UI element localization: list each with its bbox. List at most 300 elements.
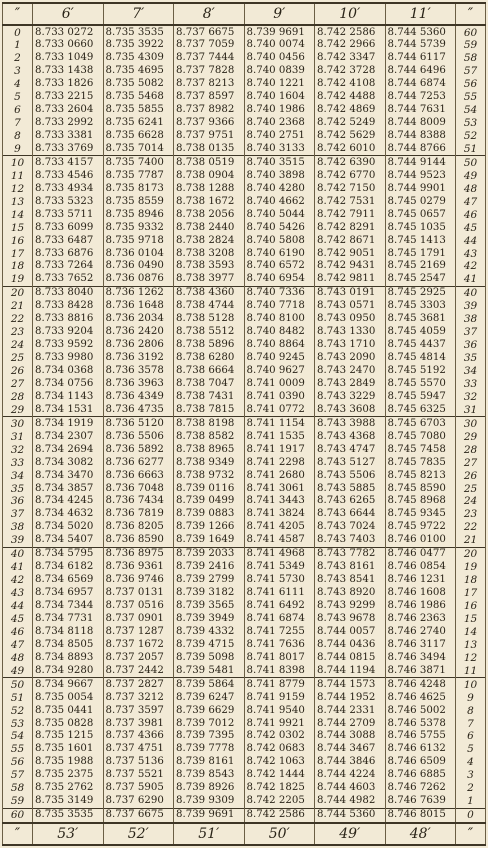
row-seconds-left: 52 <box>3 704 33 717</box>
row-seconds-left: 13 <box>3 195 33 208</box>
table-row <box>3 743 486 756</box>
footer-minute-50: 50′ <box>244 823 315 845</box>
log-value-cell: 8.743 4368 <box>315 430 386 443</box>
log-value-cell: 8.743 2090 <box>315 352 386 365</box>
log-value-cell: 8.737 4366 <box>103 730 174 743</box>
row-seconds-left: 2 <box>3 52 33 65</box>
log-value-cell: 8.745 7080 <box>385 430 456 443</box>
row-seconds-right: 31 <box>456 403 486 416</box>
log-value-cell: 8.746 0854 <box>385 561 456 574</box>
log-value-cell: 8.745 9345 <box>385 508 456 521</box>
row-seconds-right: 11 <box>456 664 486 677</box>
table-row <box>3 326 486 339</box>
log-value-cell: 8.736 0876 <box>103 273 174 286</box>
log-value-cell: 8.735 3149 <box>33 795 104 808</box>
log-value-cell: 8.745 2169 <box>385 260 456 273</box>
row-seconds-right: 41 <box>456 273 486 286</box>
log-value-cell: 8.744 1573 <box>315 678 386 691</box>
log-value-cell: 8.734 8505 <box>33 638 104 651</box>
header-minute-11: 11′ <box>385 3 456 25</box>
row-seconds-right: 48 <box>456 182 486 195</box>
table-row <box>3 65 486 78</box>
row-seconds-left: 47 <box>3 638 33 651</box>
table-row <box>3 508 486 521</box>
log-value-cell: 8.736 2034 <box>103 313 174 326</box>
log-value-cell: 8.738 5896 <box>174 339 245 352</box>
log-value-cell: 8.741 8017 <box>244 651 315 664</box>
table-row <box>3 169 486 182</box>
table-row <box>3 195 486 208</box>
table-row <box>3 390 486 403</box>
log-value-cell: 8.746 1231 <box>385 574 456 587</box>
log-value-cell: 8.745 5570 <box>385 378 456 391</box>
log-value-cell: 8.739 5864 <box>174 678 245 691</box>
log-value-cell: 8.742 8671 <box>315 234 386 247</box>
table-row <box>3 260 486 273</box>
row-seconds-right: 3 <box>456 769 486 782</box>
log-value-cell: 8.744 8388 <box>385 130 456 143</box>
log-value-cell: 8.739 8926 <box>174 782 245 795</box>
table-row <box>3 600 486 613</box>
log-value-cell: 8.744 9144 <box>385 156 456 169</box>
log-value-cell: 8.735 4695 <box>103 65 174 78</box>
log-value-cell: 8.733 8816 <box>33 313 104 326</box>
log-value-cell: 8.740 7336 <box>244 286 315 299</box>
row-seconds-right: 19 <box>456 561 486 574</box>
log-value-cell: 8.735 0441 <box>33 704 104 717</box>
log-value-cell: 8.735 6241 <box>103 117 174 130</box>
log-value-cell: 8.741 1917 <box>244 443 315 456</box>
row-seconds-right: 47 <box>456 195 486 208</box>
log-value-cell: 8.741 3824 <box>244 508 315 521</box>
log-value-cell: 8.745 8213 <box>385 469 456 482</box>
row-seconds-left: 11 <box>3 169 33 182</box>
log-value-cell: 8.746 4625 <box>385 691 456 704</box>
table-row <box>3 352 486 365</box>
table-row <box>3 143 486 156</box>
log-value-cell: 8.734 5795 <box>33 547 104 560</box>
log-value-cell: 8.744 4224 <box>315 769 386 782</box>
log-value-cell: 8.738 3593 <box>174 260 245 273</box>
table-row <box>3 417 486 430</box>
row-seconds-left: 43 <box>3 587 33 600</box>
log-value-cell: 8.734 7344 <box>33 600 104 613</box>
log-value-cell: 8.742 5629 <box>315 130 386 143</box>
log-value-cell: 8.733 7264 <box>33 260 104 273</box>
table-row <box>3 182 486 195</box>
log-value-cell: 8.740 3898 <box>244 169 315 182</box>
log-value-cell: 8.739 8161 <box>174 756 245 769</box>
log-value-cell: 8.743 5127 <box>315 456 386 469</box>
log-value-cell: 8.744 0815 <box>315 651 386 664</box>
row-seconds-right: 22 <box>456 521 486 534</box>
log-value-cell: 8.733 9980 <box>33 352 104 365</box>
log-value-cell: 8.737 0131 <box>103 587 174 600</box>
log-value-cell: 8.737 2057 <box>103 651 174 664</box>
log-value-cell: 8.740 0456 <box>244 52 315 65</box>
log-value-cell: 8.735 4309 <box>103 52 174 65</box>
log-value-cell: 8.746 6132 <box>385 743 456 756</box>
log-value-cell: 8.734 6182 <box>33 561 104 574</box>
row-seconds-right: 17 <box>456 587 486 600</box>
log-value-cell: 8.739 3565 <box>174 600 245 613</box>
table-row <box>3 25 486 39</box>
table-row <box>3 443 486 456</box>
row-seconds-right: 33 <box>456 378 486 391</box>
log-value-cell: 8.743 8920 <box>315 587 386 600</box>
log-value-cell: 8.740 2368 <box>244 117 315 130</box>
table-row <box>3 756 486 769</box>
log-value-cell: 8.741 9921 <box>244 717 315 730</box>
table-row <box>3 691 486 704</box>
log-value-cell: 8.746 5378 <box>385 717 456 730</box>
log-value-cell: 8.741 6492 <box>244 600 315 613</box>
table-row <box>3 247 486 260</box>
log-value-cell: 8.737 0901 <box>103 613 174 626</box>
log-value-cell: 8.736 4735 <box>103 403 174 416</box>
log-value-cell: 8.743 3229 <box>315 390 386 403</box>
log-value-cell: 8.734 0756 <box>33 378 104 391</box>
row-seconds-left: 54 <box>3 730 33 743</box>
log-value-cell: 8.745 8590 <box>385 482 456 495</box>
log-value-cell: 8.738 3208 <box>174 247 245 260</box>
log-value-cell: 8.736 6663 <box>103 469 174 482</box>
row-seconds-left: 50 <box>3 678 33 691</box>
row-seconds-left: 6 <box>3 104 33 117</box>
log-value-cell: 8.737 4751 <box>103 743 174 756</box>
row-seconds-left: 36 <box>3 495 33 508</box>
log-value-cell: 8.740 5044 <box>244 208 315 221</box>
log-value-cell: 8.741 5349 <box>244 561 315 574</box>
log-value-cell: 8.735 1988 <box>33 756 104 769</box>
log-value-cell: 8.745 9722 <box>385 521 456 534</box>
row-seconds-right: 53 <box>456 117 486 130</box>
log-value-cell: 8.737 1287 <box>103 625 174 638</box>
table-row <box>3 117 486 130</box>
log-value-cell: 8.746 6885 <box>385 769 456 782</box>
footer-seconds-left: ″ <box>3 823 33 845</box>
log-value-cell: 8.737 7828 <box>174 65 245 78</box>
row-seconds-right: 25 <box>456 482 486 495</box>
log-value-cell: 8.734 4245 <box>33 495 104 508</box>
log-value-cell: 8.741 7255 <box>244 625 315 638</box>
log-value-cell: 8.746 1608 <box>385 587 456 600</box>
table-row <box>3 678 486 691</box>
log-value-cell: 8.739 5481 <box>174 664 245 677</box>
log-value-cell: 8.742 1825 <box>244 782 315 795</box>
log-value-cell: 8.736 7048 <box>103 482 174 495</box>
log-value-cell: 8.745 7458 <box>385 443 456 456</box>
log-value-cell: 8.736 5506 <box>103 430 174 443</box>
log-value-cell: 8.738 1672 <box>174 195 245 208</box>
log-value-cell: 8.733 1826 <box>33 78 104 91</box>
log-value-cell: 8.735 1601 <box>33 743 104 756</box>
log-value-cell: 8.746 3117 <box>385 638 456 651</box>
table-row <box>3 234 486 247</box>
log-value-cell: 8.741 3061 <box>244 482 315 495</box>
row-seconds-right: 54 <box>456 104 486 117</box>
table-row <box>3 769 486 782</box>
log-value-cell: 8.735 3922 <box>103 39 174 52</box>
row-seconds-right: 55 <box>456 91 486 104</box>
log-value-cell: 8.734 3082 <box>33 456 104 469</box>
row-seconds-right: 45 <box>456 221 486 234</box>
log-value-cell: 8.745 0279 <box>385 195 456 208</box>
log-value-cell: 8.738 5512 <box>174 326 245 339</box>
row-seconds-right: 59 <box>456 39 486 52</box>
row-seconds-right: 8 <box>456 704 486 717</box>
log-value-cell: 8.733 3769 <box>33 143 104 156</box>
log-value-cell: 8.743 8541 <box>315 574 386 587</box>
row-seconds-left: 58 <box>3 782 33 795</box>
row-seconds-left: 16 <box>3 234 33 247</box>
log-value-cell: 8.746 2740 <box>385 625 456 638</box>
row-seconds-left: 0 <box>3 25 33 39</box>
log-value-cell: 8.738 1288 <box>174 182 245 195</box>
header-minute-8: 8′ <box>174 3 245 25</box>
log-value-cell: 8.743 0191 <box>315 286 386 299</box>
log-value-cell: 8.740 8482 <box>244 326 315 339</box>
log-value-cell: 8.734 1531 <box>33 403 104 416</box>
log-value-cell: 8.745 3681 <box>385 313 456 326</box>
row-seconds-left: 37 <box>3 508 33 521</box>
log-value-cell: 8.744 0057 <box>315 625 386 638</box>
log-value-cell: 8.734 1919 <box>33 417 104 430</box>
row-seconds-right: 39 <box>456 300 486 313</box>
table-row <box>3 456 486 469</box>
log-value-cell: 8.741 4587 <box>244 534 315 547</box>
log-value-cell: 8.737 8213 <box>174 78 245 91</box>
table-row <box>3 39 486 52</box>
row-seconds-right: 0 <box>456 808 486 823</box>
log-value-cell: 8.744 3467 <box>315 743 386 756</box>
log-value-cell: 8.735 3535 <box>33 808 104 823</box>
log-value-cell: 8.733 8040 <box>33 286 104 299</box>
table-row <box>3 273 486 286</box>
log-value-cell: 8.733 5323 <box>33 195 104 208</box>
row-seconds-left: 26 <box>3 365 33 378</box>
log-value-cell: 8.743 4747 <box>315 443 386 456</box>
log-value-cell: 8.740 5808 <box>244 234 315 247</box>
log-value-cell: 8.743 8161 <box>315 561 386 574</box>
log-value-cell: 8.744 1952 <box>315 691 386 704</box>
table-row <box>3 574 486 587</box>
log-value-cell: 8.739 4715 <box>174 638 245 651</box>
log-value-cell: 8.743 2849 <box>315 378 386 391</box>
log-value-cell: 8.743 9678 <box>315 613 386 626</box>
log-value-cell: 8.738 0519 <box>174 156 245 169</box>
log-value-cell: 8.736 9361 <box>103 561 174 574</box>
row-seconds-left: 15 <box>3 221 33 234</box>
log-value-cell: 8.739 8543 <box>174 769 245 782</box>
log-value-cell: 8.735 3535 <box>103 25 174 39</box>
log-value-cell: 8.736 1648 <box>103 300 174 313</box>
log-value-cell: 8.745 2547 <box>385 273 456 286</box>
row-seconds-right: 49 <box>456 169 486 182</box>
table-row <box>3 730 486 743</box>
log-value-cell: 8.743 6265 <box>315 495 386 508</box>
log-value-cell: 8.740 8100 <box>244 313 315 326</box>
row-seconds-left: 20 <box>3 286 33 299</box>
log-value-cell: 8.738 0135 <box>174 143 245 156</box>
log-value-cell: 8.744 2331 <box>315 704 386 717</box>
row-seconds-left: 32 <box>3 443 33 456</box>
footer-minute-48: 48′ <box>385 823 456 845</box>
row-seconds-right: 27 <box>456 456 486 469</box>
row-seconds-left: 22 <box>3 313 33 326</box>
row-seconds-left: 1 <box>3 39 33 52</box>
log-value-cell: 8.739 0883 <box>174 508 245 521</box>
log-value-cell: 8.737 3981 <box>103 717 174 730</box>
log-value-cell: 8.737 3212 <box>103 691 174 704</box>
log-value-cell: 8.735 9718 <box>103 234 174 247</box>
log-value-cell: 8.736 0104 <box>103 247 174 260</box>
row-seconds-left: 28 <box>3 390 33 403</box>
row-seconds-left: 7 <box>3 117 33 130</box>
table-row <box>3 300 486 313</box>
row-seconds-right: 57 <box>456 65 486 78</box>
log-value-cell: 8.735 6628 <box>103 130 174 143</box>
log-value-cell: 8.745 4814 <box>385 352 456 365</box>
log-value-cell: 8.742 6390 <box>315 156 386 169</box>
log-value-cell: 8.736 9746 <box>103 574 174 587</box>
log-value-cell: 8.743 7403 <box>315 534 386 547</box>
log-value-cell: 8.746 5755 <box>385 730 456 743</box>
log-value-cell: 8.744 5739 <box>385 39 456 52</box>
table-row <box>3 104 486 117</box>
log-value-cell: 8.733 5711 <box>33 208 104 221</box>
row-seconds-right: 44 <box>456 234 486 247</box>
log-value-cell: 8.740 7718 <box>244 300 315 313</box>
log-value-cell: 8.742 7911 <box>315 208 386 221</box>
log-value-cell: 8.741 4205 <box>244 521 315 534</box>
row-seconds-right: 9 <box>456 691 486 704</box>
table-row <box>3 156 486 169</box>
log-value-cell: 8.746 7262 <box>385 782 456 795</box>
log-value-cell: 8.740 6572 <box>244 260 315 273</box>
log-value-cell: 8.738 5128 <box>174 313 245 326</box>
log-value-cell: 8.736 7434 <box>103 495 174 508</box>
row-seconds-right: 56 <box>456 78 486 91</box>
log-table <box>2 2 486 846</box>
log-value-cell: 8.733 4546 <box>33 169 104 182</box>
log-value-cell: 8.736 3192 <box>103 352 174 365</box>
log-value-cell: 8.734 3470 <box>33 469 104 482</box>
log-value-cell: 8.742 8291 <box>315 221 386 234</box>
log-value-cell: 8.733 2215 <box>33 91 104 104</box>
row-seconds-right: 38 <box>456 313 486 326</box>
log-value-cell: 8.741 9540 <box>244 704 315 717</box>
log-value-cell: 8.735 8173 <box>103 182 174 195</box>
table-row <box>3 91 486 104</box>
log-value-cell: 8.745 6325 <box>385 403 456 416</box>
row-seconds-right: 13 <box>456 638 486 651</box>
log-value-cell: 8.741 8779 <box>244 678 315 691</box>
footer-seconds-right: ″ <box>456 823 486 845</box>
log-value-cell: 8.740 8864 <box>244 339 315 352</box>
table-row <box>3 664 486 677</box>
header-minute-7: 7′ <box>103 3 174 25</box>
log-value-cell: 8.744 6117 <box>385 52 456 65</box>
log-value-cell: 8.734 5407 <box>33 534 104 547</box>
row-seconds-right: 6 <box>456 730 486 743</box>
log-value-cell: 8.737 8597 <box>174 91 245 104</box>
row-seconds-right: 5 <box>456 743 486 756</box>
log-value-cell: 8.740 3515 <box>244 156 315 169</box>
log-value-cell: 8.739 7778 <box>174 743 245 756</box>
log-value-cell: 8.739 7012 <box>174 717 245 730</box>
log-value-cell: 8.735 8559 <box>103 195 174 208</box>
log-value-cell: 8.744 8009 <box>385 117 456 130</box>
log-value-cell: 8.738 8198 <box>174 417 245 430</box>
log-value-cell: 8.734 0368 <box>33 365 104 378</box>
log-value-cell: 8.741 9159 <box>244 691 315 704</box>
log-value-cell: 8.744 6496 <box>385 65 456 78</box>
log-value-cell: 8.742 4108 <box>315 78 386 91</box>
row-seconds-left: 14 <box>3 208 33 221</box>
table-row <box>3 587 486 600</box>
log-value-cell: 8.742 3728 <box>315 65 386 78</box>
log-value-cell: 8.746 3494 <box>385 651 456 664</box>
table-row <box>3 482 486 495</box>
log-value-cell: 8.738 4360 <box>174 286 245 299</box>
row-seconds-right: 24 <box>456 495 486 508</box>
table-row <box>3 795 486 808</box>
log-value-cell: 8.735 2375 <box>33 769 104 782</box>
log-value-cell: 8.739 4332 <box>174 625 245 638</box>
log-value-cell: 8.740 5426 <box>244 221 315 234</box>
log-value-cell: 8.733 6876 <box>33 247 104 260</box>
log-value-cell: 8.736 5120 <box>103 417 174 430</box>
table-row <box>3 625 486 638</box>
log-value-cell: 8.743 1710 <box>315 339 386 352</box>
row-seconds-left: 48 <box>3 651 33 664</box>
log-value-cell: 8.744 9901 <box>385 182 456 195</box>
row-seconds-right: 36 <box>456 339 486 352</box>
log-value-cell: 8.733 6099 <box>33 221 104 234</box>
log-value-cell: 8.746 1986 <box>385 600 456 613</box>
log-value-cell: 8.745 1791 <box>385 247 456 260</box>
log-value-cell: 8.736 2806 <box>103 339 174 352</box>
footer-minute-51: 51′ <box>174 823 245 845</box>
log-value-cell: 8.744 3088 <box>315 730 386 743</box>
log-value-cell: 8.735 2762 <box>33 782 104 795</box>
log-value-cell: 8.745 3303 <box>385 300 456 313</box>
log-value-cell: 8.738 0904 <box>174 169 245 182</box>
row-seconds-right: 58 <box>456 52 486 65</box>
row-seconds-right: 29 <box>456 430 486 443</box>
log-value-cell: 8.745 8968 <box>385 495 456 508</box>
log-value-cell: 8.742 2966 <box>315 39 386 52</box>
log-value-cell: 8.745 6703 <box>385 417 456 430</box>
log-value-cell: 8.735 8946 <box>103 208 174 221</box>
log-value-cell: 8.741 0390 <box>244 390 315 403</box>
log-value-cell: 8.743 7024 <box>315 521 386 534</box>
log-value-cell: 8.733 1049 <box>33 52 104 65</box>
row-seconds-left: 42 <box>3 574 33 587</box>
table-row <box>3 547 486 560</box>
row-seconds-right: 40 <box>456 286 486 299</box>
log-value-cell: 8.742 1444 <box>244 769 315 782</box>
log-value-cell: 8.740 0074 <box>244 39 315 52</box>
row-seconds-left: 56 <box>3 756 33 769</box>
log-value-cell: 8.739 0116 <box>174 482 245 495</box>
log-value-cell: 8.738 9732 <box>174 469 245 482</box>
log-value-cell: 8.733 8428 <box>33 300 104 313</box>
log-value-cell: 8.744 4982 <box>315 795 386 808</box>
row-seconds-left: 23 <box>3 326 33 339</box>
log-value-cell: 8.741 2680 <box>244 469 315 482</box>
